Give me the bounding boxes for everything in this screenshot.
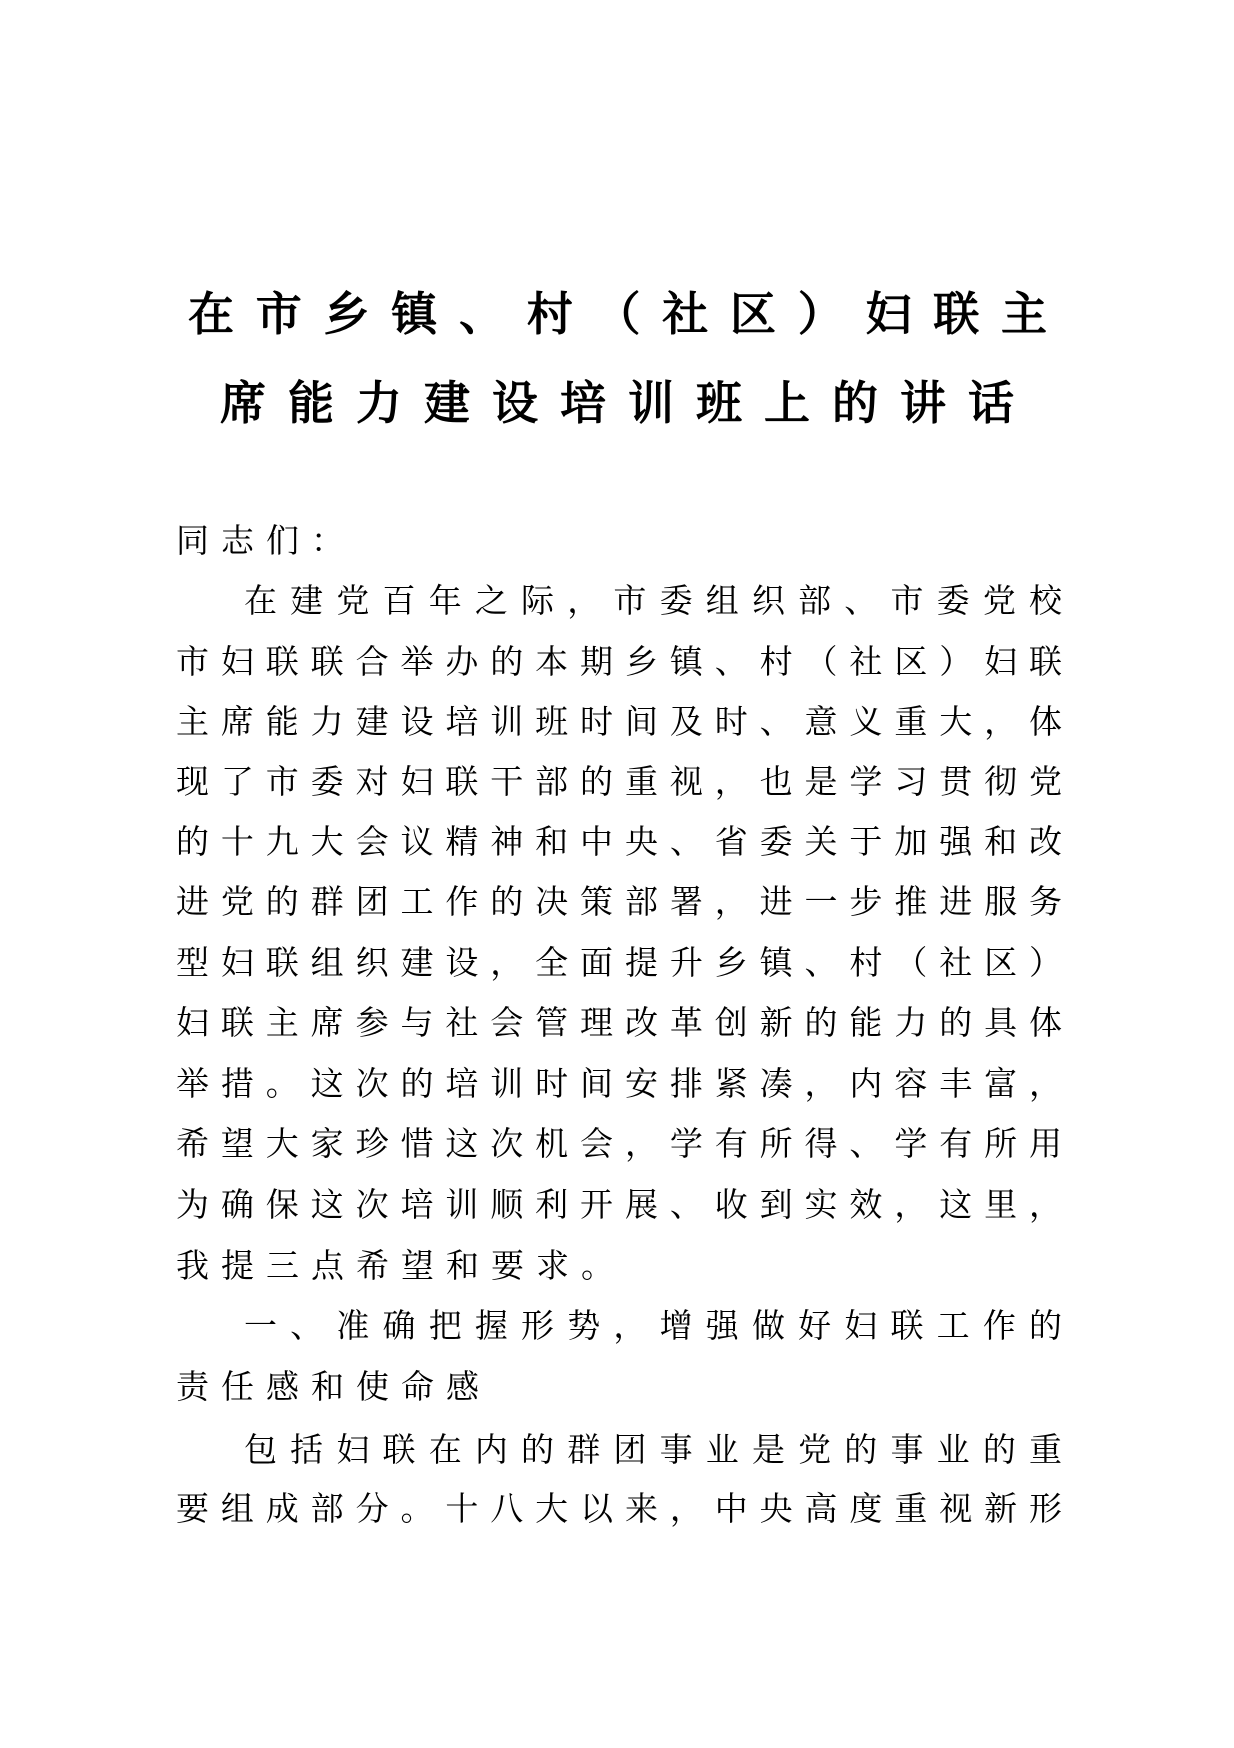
- title-line-2: 席能力建设培训班上的讲话: [220, 376, 1014, 430]
- body-line: 我提三点希望和要求。: [176, 1246, 626, 1285]
- body-line: 为确保这次培训顺利开展、收到实效，这里，: [176, 1185, 1062, 1224]
- section-heading-line: 一、准确把握形势，增强做好妇联工作的: [244, 1306, 1062, 1345]
- body-line: 型妇联组织建设，全面提升乡镇、村（社区）: [176, 943, 1062, 982]
- body-line: 要组成部分。十八大以来，中央高度重视新形: [176, 1489, 1062, 1528]
- body-line: 包括妇联在内的群团事业是党的事业的重: [244, 1430, 1062, 1469]
- body-line: 举措。这次的培训时间安排紧凑，内容丰富，: [176, 1064, 1062, 1103]
- title-line-1: 在市乡镇、村（社区）妇联主: [188, 287, 1047, 341]
- body-line: 希望大家珍惜这次机会，学有所得、学有所用: [176, 1124, 1062, 1163]
- body-line: 妇联主席参与社会管理改革创新的能力的具体: [176, 1003, 1062, 1042]
- salutation: 同志们：: [176, 521, 356, 560]
- section-heading-line: 责任感和使命感: [176, 1367, 491, 1406]
- body-line: 的十九大会议精神和中央、省委关于加强和改: [176, 822, 1062, 861]
- body-line: 现了市委对妇联干部的重视，也是学习贯彻党: [176, 762, 1062, 801]
- body-line: 市妇联联合举办的本期乡镇、村（社区）妇联: [176, 642, 1062, 681]
- body-line: 主席能力建设培训班时间及时、意义重大，体: [176, 702, 1062, 741]
- body-line: 在建党百年之际，市委组织部、市委党校: [244, 581, 1062, 620]
- body-line: 进党的群团工作的决策部署，进一步推进服务: [176, 882, 1062, 921]
